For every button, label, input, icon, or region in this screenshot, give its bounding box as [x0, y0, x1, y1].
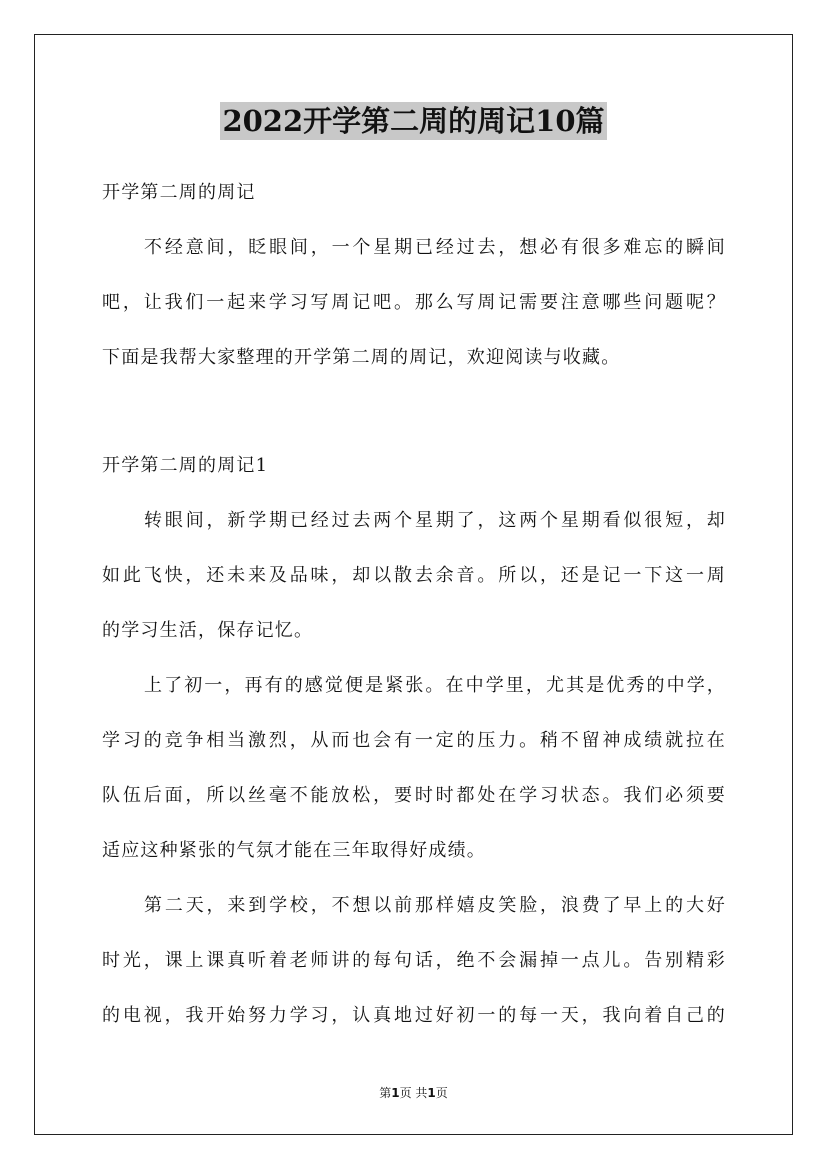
- section-heading: 开学第二周的周记1: [102, 455, 269, 476]
- paragraph-line: 上了初一，再有的感觉便是紧张。在中学里，尤其是优秀的中学，: [144, 675, 726, 696]
- paragraph-line: 如此飞快，还未来及品味，却以散去余音。所以，还是记一下这一周: [102, 565, 726, 586]
- paragraph-line: 队伍后面，所以丝毫不能放松，要时时都处在学习状态。我们必须要: [102, 785, 726, 806]
- paragraph-line: 不经意间，眨眼间，一个星期已经过去，想必有很多难忘的瞬间: [144, 237, 726, 258]
- footer-page-number: 1: [391, 1086, 400, 1100]
- paragraph-line: 第二天，来到学校，不想以前那样嬉皮笑脸，浪费了早上的大好: [144, 895, 726, 916]
- document-title: 2022开学第二周的周记10篇: [222, 104, 605, 138]
- section-heading: 开学第二周的周记: [102, 182, 256, 203]
- paragraph-line: 适应这种紧张的气氛才能在三年取得好成绩。: [102, 840, 486, 861]
- document-title-container: [0, 101, 827, 141]
- paragraph-line: 下面是我帮大家整理的开学第二周的周记，欢迎阅读与收藏。: [102, 347, 621, 368]
- footer-page-total: 1: [427, 1086, 436, 1100]
- paragraph-line: 学习的竞争相当激烈，从而也会有一定的压力。稍不留神成绩就拉在: [102, 730, 726, 751]
- footer-page-mid: 页 共: [399, 1086, 428, 1100]
- footer-page-suffix: 页: [435, 1086, 448, 1100]
- paragraph-line: 的电视，我开始努力学习，认真地过好初一的每一天，我向着自己的: [102, 1005, 726, 1026]
- paragraph-line: 时光，课上课真听着老师讲的每句话，绝不会漏掉一点儿。告别精彩: [102, 950, 726, 971]
- paragraph-line: 的学习生活，保存记忆。: [102, 620, 314, 641]
- footer-page-prefix: 第: [379, 1086, 392, 1100]
- page-footer: [0, 1084, 827, 1101]
- paragraph-line: 转眼间，新学期已经过去两个星期了，这两个星期看似很短，却: [144, 510, 726, 531]
- paragraph-line: 吧，让我们一起来学习写周记吧。那么写周记需要注意哪些问题呢？: [102, 292, 726, 313]
